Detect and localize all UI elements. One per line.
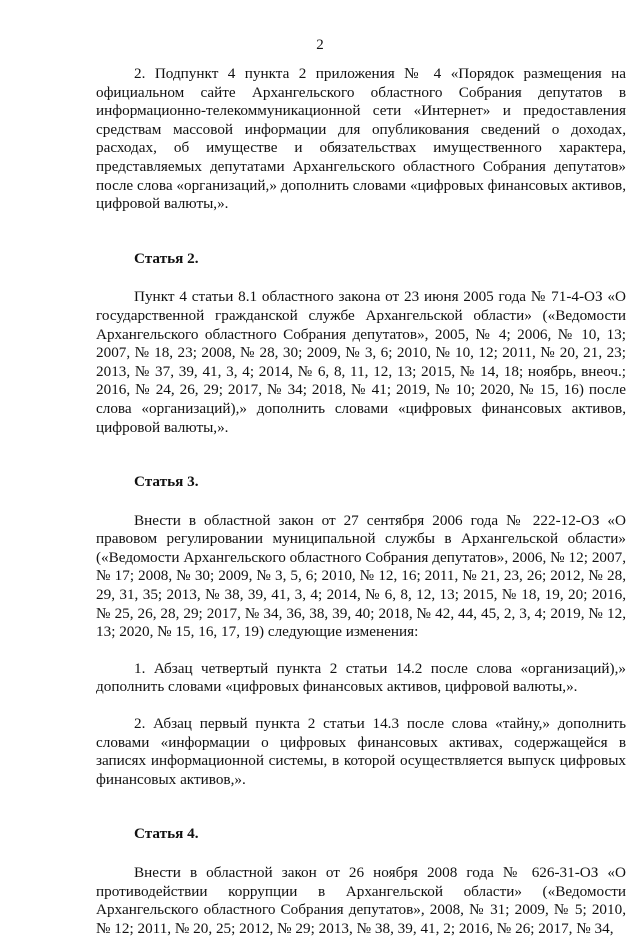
spacer (96, 437, 626, 473)
paragraph-item-2-regulation: 2. Подпункт 4 пункта 2 приложения № 4 «Порядок размещения на официальном сайте Архангельского областного Собрания депутатов в информационно-телекоммуникационной сети «Интернет» и предоставления средствам массовой информации для опубликования сведений о доходах, расходах, об имуществе и обязательствах имущественного характера, представляемых депутатами Архангельского областного Собрания депутатов» после слова «организаций,» дополнить словами «цифровых финансовых активов, цифровой валюты,». (96, 65, 626, 213)
article-3-item-1: 1. Абзац четвертый пункта 2 статьи 14.2 после слова «организаций),» дополнить словами «цифровых финансовых активов, цифровой валюты,». (96, 659, 626, 696)
article-4-text: Внести в областной закон от 26 ноября 2008 года № 626-31-ОЗ «О противодействии коррупции в Архангельской области» («Ведомости Архангельского областного Собрания депутатов», 2008, № 31; 2009, № 5; 2010, № 12; 2011, № 20, 25; 2012, № 29; 2013, № 38, 39, 41, 2; 2016, № 26; 2017, № 34, (96, 864, 626, 937)
spacer (96, 214, 626, 250)
article-2-heading: Статья 2. (134, 249, 199, 267)
spacer (96, 789, 626, 825)
article-3-intro: Внести в областной закон от 27 сентября 2006 года № 222-12-ОЗ «О правовом регулировании муниципальной службы в Архангельской области» («Ведомости Архангельского областного Собрания депутатов», 2006, № 12; 2007, № 17; 2008, № 30; 2009, № 3, 5, 6; 2010, № 12, 16; 2011, № 21, 23, 26; 2012, № 28, 29, 31, 35; 2013, № 38, 39, 41, 3, 4; 2014, № 6, 8, 12, 13; 2015, № 18, 19, 20; 2016, № 25, 26, 28, 29; 2017, № 34, 36, 38, 39, 40; 2018, № 42, 44, 45, 2, 3, 4; 2019, № 12, 13; 2020, № 15, 16, 17, 19) следующие изменения: (96, 511, 626, 641)
document-body (96, 65, 626, 938)
spacer (96, 492, 626, 512)
article-2-text: Пункт 4 статьи 8.1 областного закона от 23 июня 2005 года № 71-4-ОЗ «О государственной гражданской службе Архангельской области» («Ведомости Архангельского областного Собрания депутатов», 2005, № 4; 2006, № 10, 13; 2007, № 18, 23; 2008, № 28, 30; 2009, № 3, 6; 2010, № 10, 12; 2011, № 20, 21, 23; 2013, № 37, 39, 41, 3, 4; 2014, № 6, 8, 11, 12, 13; 2015, № 14, 18; ноябрь, внеоч.; 2016, № 24, 26, 29; 2017, № 34; 2018, № 41; 2019, № 10; 2020, № 15, 16) после слова «организаций),» дополнить словами «цифровых финансовых активов, цифровой валюты,». (96, 288, 626, 436)
article-3-heading: Статья 3. (134, 473, 199, 491)
spacer (96, 268, 626, 288)
spacer (96, 844, 626, 864)
spacer (96, 697, 626, 715)
article-4-heading: Статья 4. (134, 825, 199, 843)
page-number: 2 (316, 37, 324, 53)
spacer (96, 642, 626, 660)
article-3-item-2: 2. Абзац первый пункта 2 статьи 14.3 после слова «тайну,» дополнить словами «информации о цифровых финансовых активах, содержащейся в записях информационной системы, в которой осуществляется выпуск цифровых финансовых активов,». (96, 715, 626, 788)
